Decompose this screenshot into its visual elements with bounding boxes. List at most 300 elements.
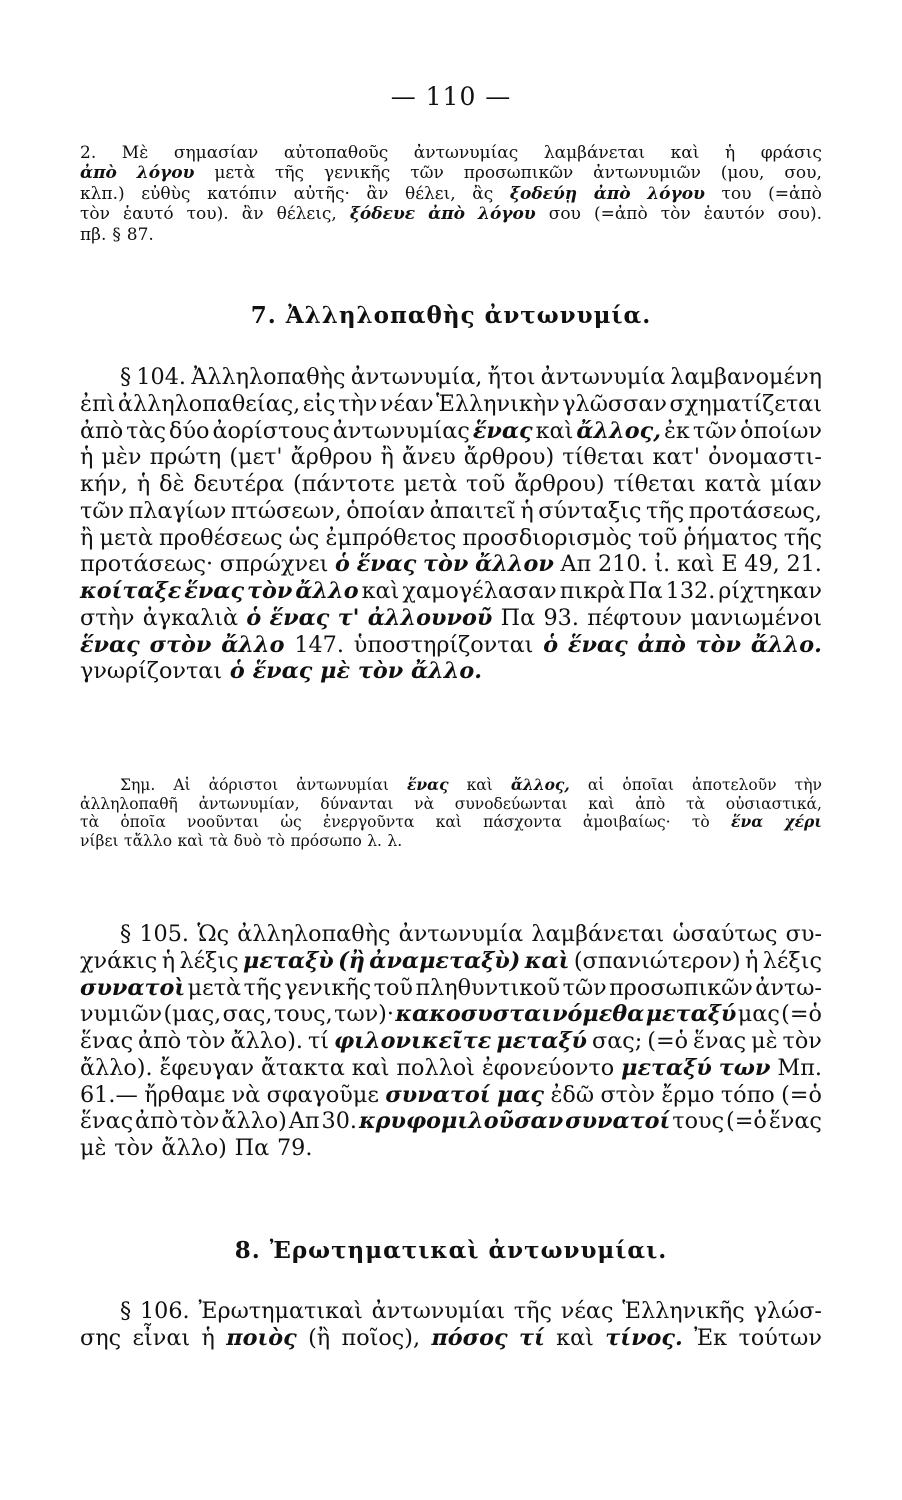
text-line [80,1325,822,1352]
word: καὶ [351,1054,390,1081]
word: Ε [721,551,738,578]
paragraph-105 [80,921,822,1162]
word: τοῦ [638,524,678,551]
word: πβ. [80,224,107,245]
word: τὸν [186,1028,226,1054]
word: στὸν [600,1081,655,1108]
word: συνατοὶ [80,974,186,1001]
word: Πα [628,578,663,604]
word: τῆς [783,524,822,551]
word: Ἀλληλοπαθὴς [191,364,346,390]
word: αὐτῆς· [293,183,350,204]
word: νοοῦνται [187,813,260,832]
word: προσωπικῶν [463,163,574,184]
word: ἄρθρου [290,444,373,471]
text-line [80,658,822,685]
word: τὸν [357,658,404,685]
word: των)· [334,1001,394,1028]
paragraph-106 [80,1298,822,1352]
word: γλῶσσαν [562,390,667,417]
text-line [80,525,822,552]
text-line [80,444,822,471]
word: τί [307,1028,330,1054]
word: Ἐκ [694,1324,728,1351]
word: Ὡς [197,921,230,947]
word: ἀντωνυμία [398,921,524,947]
word: ὑποστηρίζονται [353,631,534,658]
word: θέλει, [404,183,456,204]
word: λαμβανομένη [670,364,822,390]
word: 147. [294,631,344,658]
word: σφαγοῦμε [266,1081,379,1108]
word: τοῦ [373,974,413,1001]
word: τὸν [423,551,469,578]
word: σπρώχνει [219,551,329,578]
word: πληθυντικοῦ [415,974,561,1001]
word: ἂν [366,183,389,204]
word: ἡ [725,143,736,163]
word: πέφτουν [587,604,682,631]
word: ὁποίαν [346,497,426,524]
word: πικρὰ [559,578,626,604]
word: κλπ.) [80,183,125,204]
word: ἕνας [80,1028,134,1054]
word: κρυφομιλοῦσαν [358,1108,564,1135]
word: ἀορίστους [212,417,330,444]
word: χέρι [784,812,822,832]
word: τῆς [274,163,305,184]
word: λ. [387,831,403,850]
word: Πα [500,604,536,631]
word: Μὲ [121,143,149,163]
word: ἄνευ [401,444,456,471]
text-line [120,776,822,795]
word: του [721,183,752,204]
word: ἄλλος, [510,775,570,794]
word: ἕνας [693,1028,747,1054]
word: προτάσεως· [80,551,214,578]
word: σου). [777,204,822,225]
word: οὐσιαστικά, [725,794,822,813]
word: προσδιορισμὸς [462,524,632,551]
heading-7: 7. Ἀλληλοπαθὴς ἀντωνυμία. [250,302,652,329]
text-line [80,204,822,224]
word: ἑαυτό [123,204,174,225]
word: ἑαυτόν [703,204,765,225]
word: λαμβάνεται [543,143,646,163]
word: ἐνεργοῦντα [322,813,415,832]
word: (μου, [720,163,765,184]
text-line [80,391,822,418]
word: ἂς [472,183,494,204]
word: ἀντωνυμιῶν [593,163,701,184]
word: 132. [665,578,716,604]
word: ὁ [543,631,559,658]
word: τὰς [126,417,167,444]
word: ποῖος), [341,1324,421,1351]
word: μίαν [770,471,822,497]
word: προτάσεως, [688,497,822,524]
word: ἀπὸ [428,204,465,225]
word: θέλεις, [276,204,337,225]
word: (σπανιώτερον) [573,947,741,974]
word: ἕνας [356,551,417,578]
word: Απ [288,1108,320,1135]
word: μετὰ [187,974,242,1001]
word: (=ὁ [781,1001,822,1028]
word: ἰ. [654,551,671,578]
page-number: — 110 — [390,82,512,111]
word: ἀπὸ [135,1108,179,1135]
word: § [112,224,121,245]
word: νίβει [80,831,119,850]
word: καὶ [466,776,493,794]
word: σύνταξις [538,497,642,524]
word: πάσχοντα [483,813,562,832]
paragraph-104 [80,364,822,685]
word: τῶν [562,974,607,1001]
word: στὸν [149,631,212,658]
word: φιλονικεῖτε [334,1028,492,1054]
word: ποιὸς [226,1324,297,1351]
word: κοίταξε [80,578,182,604]
word: σας, [222,1001,273,1028]
word: ὁποῖαι [622,776,674,794]
word: δύο [169,417,210,444]
text-line [80,1082,822,1109]
word: τὸν [114,1135,154,1161]
word: ἄλλο) [221,1108,287,1135]
word: κατ' [652,444,701,471]
word: πτώσεων, [230,497,342,524]
text-line [80,1001,822,1028]
word: ἀλλουνοῦ [367,604,493,631]
word: ἤτοι [487,364,536,390]
word: ὁ [246,604,262,631]
text-line [80,975,822,1002]
word: ἕνας [269,604,330,631]
word: ἀντωνυμίαι [296,776,389,794]
word: ἀντωνυμίας [332,417,470,444]
word: κατόπιν [207,183,277,204]
word: πολλοὶ [396,1054,475,1081]
word: ἀπὸ [637,631,686,658]
note [80,776,822,850]
word: ἕνας [407,775,449,794]
word: συνοδεύωνται [454,794,568,813]
word: Ἐρωτηματικαὶ [198,1298,363,1324]
word: ὡς [280,813,302,832]
word: ἕνας [472,417,533,444]
word: μὲ [320,658,351,685]
word: καὶ [556,1324,594,1351]
word: στὴν [80,604,135,631]
word: 104. [136,364,187,390]
word: ἄλλο). [230,1028,303,1054]
word: εἶναι [132,1324,191,1351]
word: νὰ [414,794,435,813]
word: καὶ [535,417,574,444]
word: ὁποίων [739,417,822,444]
text-line [80,832,822,851]
word: τίθεται [613,471,696,497]
word: ἄλλο [221,631,285,658]
word: ἄλλο. [410,658,483,685]
heading-8: 8. Ἐρωτηματικαὶ ἀντωνυμίαι. [234,1237,668,1264]
word: 93. [543,604,579,631]
word: σημασίαν [173,143,259,163]
word: προθέσεως [158,524,283,551]
word: Μπ. [777,1054,822,1081]
word: τῆς [646,497,685,524]
word: γνωρίζονται [80,658,223,685]
text-line [80,143,822,163]
word: 106. [139,1298,190,1324]
word: ἡ [80,444,94,471]
word: ἡ [744,947,759,974]
word: πλαγίων [128,497,227,524]
word: προσωπικῶν [609,974,753,1001]
word: ἀπὸ [80,163,117,184]
word: φράσις [760,143,822,163]
word: τῶν [410,163,444,184]
word: Πα [234,1135,270,1161]
word: ἄλλο) [161,1135,227,1161]
word: ἄτακτα [261,1054,345,1081]
word: τὸν [660,204,691,225]
word: ἀντωνυμία, [350,364,483,390]
word: (=ὁ [647,1028,689,1054]
word: ἀλληλοπαθὴς [237,921,391,947]
word: 49, [744,551,780,578]
word: § [120,921,132,947]
word: (=ἀπὸ [768,183,822,204]
text-line [80,418,822,445]
word: ἀόριστοι [208,776,279,794]
word: ρίχτηκαν [718,578,822,604]
word: ἀντωνυμίαν, [198,794,300,813]
word: κατὰ [704,471,762,497]
word: εὐθὺς [141,183,191,204]
word: καὶ [524,947,570,974]
word: ἄλλο). [80,1054,153,1081]
word: αἱ [587,776,605,794]
text-line [80,184,822,204]
word: ἔρμο [661,1081,715,1108]
word: τὰ [80,813,100,832]
word: των [718,1054,771,1081]
word: μεταξὺ [243,947,334,974]
word: νέαν [379,390,434,417]
word: σης [80,1324,122,1351]
word: ἐφονεύοντο [481,1054,615,1081]
word: ἕνας [184,578,245,604]
word: (=ἀπὸ [593,204,648,225]
word: ἀπὸ [138,1028,182,1054]
word: ἤρθαμε [144,1081,226,1108]
text-line [80,471,822,498]
word: (μετ' [229,444,283,471]
text-line [80,1028,822,1055]
word: κακοσυσταινόμεθα [395,1001,645,1028]
text-line [80,225,822,245]
word: ἄλλον [475,551,554,578]
word: σου [548,204,581,225]
word: (πάντοτε [293,471,395,497]
text-line [80,1055,822,1082]
word: Απ [560,551,592,578]
word: τους, [273,1001,333,1028]
word: ἀναμεταξὺ) [369,947,521,974]
word: τὸν [180,1108,220,1135]
word: ἀπαιτεῖ [429,497,516,524]
word: ἄρθρου) [514,471,605,497]
word: ἕνας [252,658,313,685]
word: ξοδεύῃ [509,183,578,204]
word: ὁ [335,551,350,578]
text-line [120,364,822,391]
text-line [80,948,822,975]
word: ἔφευγαν [159,1054,255,1081]
word: ὀνομαστι- [708,444,822,471]
word: τους [672,1108,725,1135]
word: ῥήματος [683,524,778,551]
text-line [80,1135,822,1162]
word: τῆς [513,1298,552,1324]
word: τοῦ [465,471,506,497]
word: κήν, [80,471,128,497]
word: μὲ [751,1028,778,1054]
word: λαμβάνεται [531,921,665,947]
word: χνάκις [80,947,158,974]
word: 79. [276,1135,313,1161]
word: 21. [786,551,822,578]
text-line [120,921,822,948]
word: του). [186,204,229,225]
word: 2. [80,143,97,163]
word: μετὰ [403,471,458,497]
word: Αἱ [173,776,191,794]
word: (=ὁ [726,1108,767,1135]
word: τἄλλο [124,831,173,850]
text-line [80,813,822,832]
word: πρόσωπο [290,831,362,850]
word: ἀπὸ [80,417,124,444]
text-line [80,1108,822,1135]
word: ἀντωνυμίαι [371,1298,505,1324]
word: ὁ [229,658,245,685]
word: ἄλλος, [576,417,661,444]
word: μας [496,1081,545,1108]
word: λόγου [136,163,195,184]
word: ἐδῶ [550,1081,595,1108]
word: συνατοί [385,1081,491,1108]
word: ἄρθρου) [463,444,555,471]
word: 210. [598,551,648,578]
word: ἢ [80,524,94,551]
text-line [80,551,822,578]
text-line [80,632,822,659]
word: πόσος [431,1324,508,1351]
word: γενικῆς [284,974,372,1001]
word: ἀμοιβαίως· [582,813,671,832]
word: ἐμπρόθετος [325,524,457,551]
word: τῶν [80,497,125,524]
word: ἂν [241,204,264,225]
word: (=ὁ [781,1081,822,1108]
text-line [80,163,822,183]
word: καὶ [676,551,715,578]
word: τὰ [209,831,229,850]
word: 87. [126,224,154,245]
word: τῶν [692,417,737,444]
word: σου, [784,163,822,184]
word: τούτων [738,1324,822,1351]
word: ἕνας [768,1108,822,1135]
word: τὰ [685,794,705,813]
word: καὶ [361,578,400,604]
text-line [80,578,822,605]
paragraph-2 [80,143,822,245]
word: (ἢ [338,947,365,974]
word: δὲ [159,471,185,497]
word: δευτέρα [193,471,285,497]
word: ἀλληλοπαθείας, [117,390,301,417]
word: μανιωμένοι [690,604,822,631]
word: λέξις [179,947,239,974]
text-line [80,605,822,632]
word: λόγου [647,183,705,204]
word: μὲν [101,444,142,471]
text-line [120,1298,822,1325]
word: τὴν [794,776,822,794]
word: § [120,1298,132,1324]
word: ὡς [288,524,320,551]
word: νὰ [231,1081,261,1108]
word: αὐτοπαθοῦς [283,143,389,163]
word: ἕνας [80,631,140,658]
word: μεταξύ [621,1054,712,1081]
word: 30. [321,1108,357,1135]
word: τόπο [720,1081,775,1108]
word: δυὸ [233,831,262,850]
word: ξόδευε [349,204,416,225]
word: ἢ [380,444,394,471]
word: τί [518,1324,545,1351]
word: 61.— [80,1081,138,1108]
word: μὲ [80,1135,107,1161]
word: ἕνας [80,1108,134,1135]
word: δύνανται [320,794,394,813]
word: (μας, [163,1001,222,1028]
word: τίθεται [562,444,645,471]
word: Ἑλληνικῆς [622,1298,745,1324]
word: τὸ [691,813,710,832]
word: ἀλληλοπαθῆ [80,794,178,813]
word: τ' [337,604,360,631]
word: ἀγκαλιὰ [142,604,239,631]
word: ἀπὸ [635,794,666,813]
word: γενικῆς [324,163,391,184]
word: ἀντω- [755,974,822,1001]
word: νέας [560,1298,614,1324]
word: μεταξύ [645,1001,737,1028]
word: εἰς [302,390,336,417]
word: πρώτη [149,444,222,471]
word: ἀντωνυμίας [413,143,519,163]
word: λ. [367,831,382,850]
word: καὶ [435,813,462,832]
